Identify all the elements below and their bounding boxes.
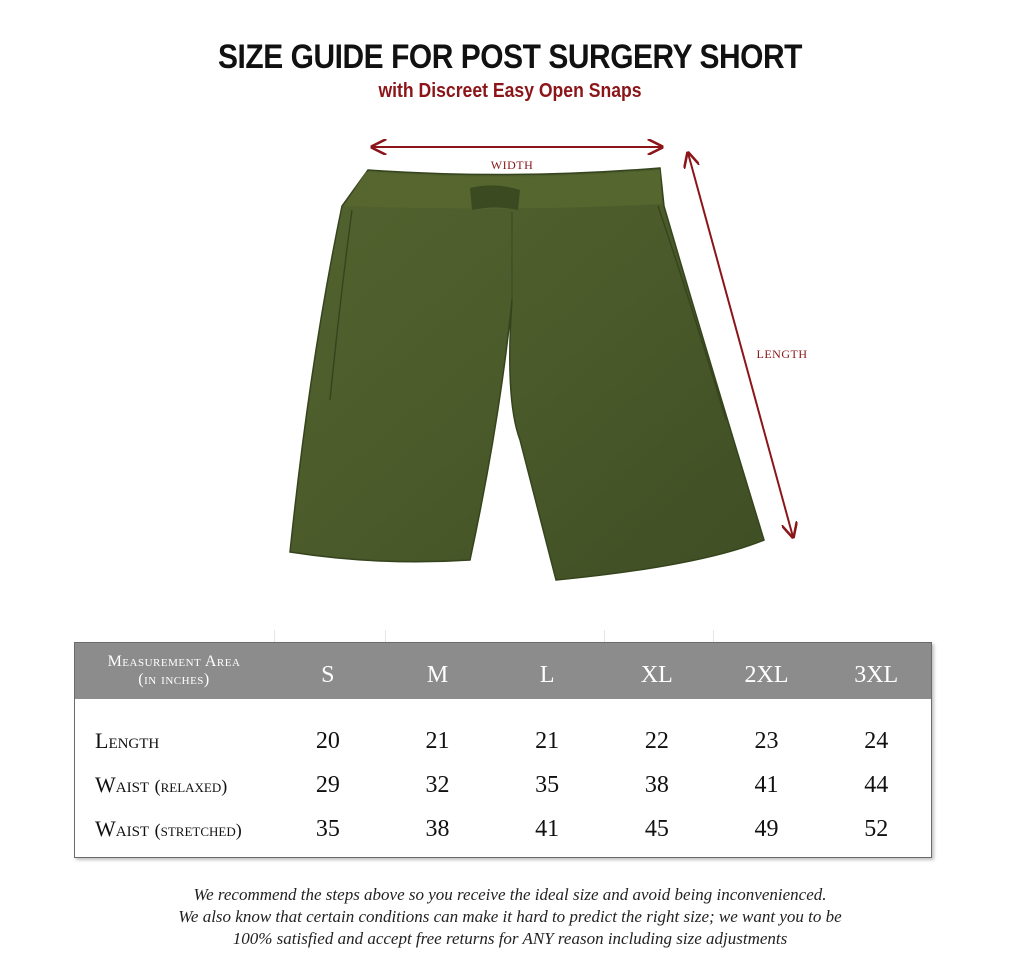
- table-body: [75, 699, 931, 851]
- row-label-waist-stretched: [75, 816, 273, 842]
- table-cell: 38: [425, 815, 450, 842]
- table-row: [75, 763, 931, 807]
- row-label-note: (relaxed): [154, 776, 228, 796]
- footer-line: We recommend the steps above so you receive the ideal size and avoid being inconvenienced.: [193, 885, 827, 904]
- row-label-length: [75, 728, 273, 754]
- row-label-text: Length: [95, 728, 160, 753]
- table-cell: 35: [535, 771, 560, 798]
- table-cell: 20: [315, 727, 340, 754]
- header-size-m: M: [426, 661, 449, 688]
- table-cell: 52: [864, 815, 889, 842]
- table-cell: 21: [425, 727, 450, 754]
- table-cell: 49: [754, 815, 779, 842]
- table-cell: 38: [644, 771, 669, 798]
- footer-note: [0, 884, 1020, 950]
- table-cell: 24: [864, 727, 889, 754]
- header-size-xl: XL: [640, 661, 673, 688]
- width-label: WIDTH: [490, 158, 534, 172]
- page-title: SIZE GUIDE FOR POST SURGERY SHORT: [218, 38, 802, 76]
- row-label-text: Waist: [95, 816, 150, 841]
- table-cell: 29: [315, 771, 340, 798]
- footer-line: 100% satisfied and accept free returns for ANY reason including size adjustments: [232, 929, 788, 948]
- table-cell: 21: [535, 727, 560, 754]
- header-area-unit: (in inches): [138, 671, 210, 688]
- header-size-s: S: [321, 661, 335, 688]
- header-area-label: Measurement Area: [107, 653, 241, 670]
- table-cell: 45: [644, 815, 669, 842]
- page-subtitle: with Discreet Easy Open Snaps: [378, 80, 642, 102]
- shorts-image: [290, 168, 764, 580]
- table-cell: 44: [864, 771, 889, 798]
- row-label-waist-relaxed: [75, 772, 273, 798]
- table-row: [75, 719, 931, 763]
- header-size-3xl: 3XL: [854, 661, 899, 688]
- row-label-text: Waist: [95, 772, 150, 797]
- table-cell: 41: [754, 771, 779, 798]
- table-row: [75, 807, 931, 851]
- footer-line: We also know that certain conditions can make it hard to predict the right size; we want you to be: [178, 907, 842, 926]
- table-cell: 22: [644, 727, 669, 754]
- table-header: [75, 643, 931, 699]
- header-size-l: L: [539, 661, 555, 688]
- size-table: [74, 642, 932, 858]
- table-cell: 41: [535, 815, 560, 842]
- header-measurement-area: [75, 643, 273, 699]
- length-label: LENGTH: [756, 347, 808, 361]
- table-cell: 23: [754, 727, 779, 754]
- header-size-2xl: 2XL: [744, 661, 789, 688]
- table-cell: 35: [315, 815, 340, 842]
- row-label-note: (stretched): [154, 820, 242, 840]
- table-cell: 32: [425, 771, 450, 798]
